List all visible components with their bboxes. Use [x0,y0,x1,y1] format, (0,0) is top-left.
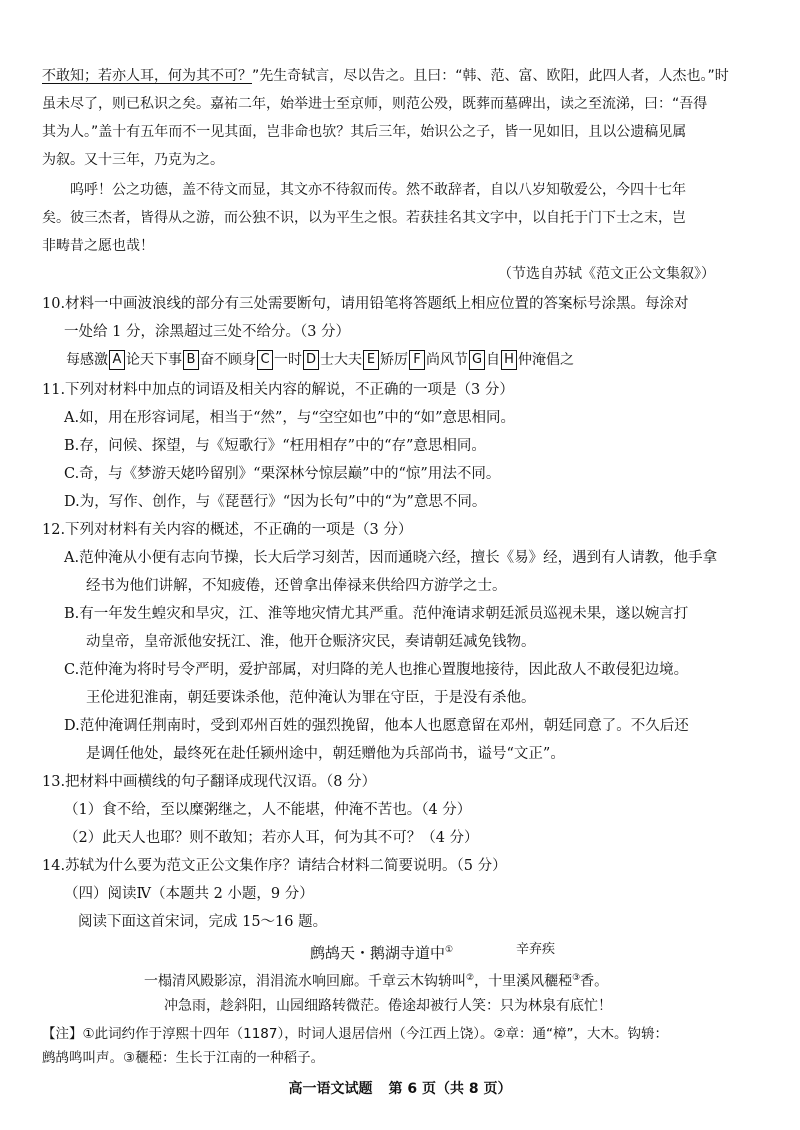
q13-sentence-2: （2）此天人也耶？则不敢知；若亦人耳，何为其不可？（4 分） [64,830,479,846]
break-option-box[interactable]: D [303,350,319,370]
q10-segmented-sentence [66,350,574,370]
passage-line-4: 为叙。又十三年，乃克为之。 [42,152,224,168]
poem-line-2: 冲急雨，趁斜阳，山园细路转微茫。倦途却被行人笑：只为林泉有底忙！ [164,998,612,1014]
q12-option-c-line-1: C.范仲淹为将时号令严明，爱护部属，对归降的羌人也推心置腹地接待，因此敌人不敢侵犯边境。 [64,662,689,678]
footnote-marker: ① [445,945,454,955]
break-option-box[interactable]: G [469,350,485,370]
passage-line-7: 非畴昔之愿也哉！ [42,238,154,254]
q10-stem-line-1: 10.材料一中画波浪线的部分有三处需要断句，请用铅笔将答题纸上相应位置的答案标号涂黑。每涂对 [42,296,689,312]
q12-option-b-line-1: B.有一年发生蝗灾和旱灾，江、淮等地灾情尤其严重。范仲淹请求朝廷派员巡视未果，遂以婉言打 [64,606,689,622]
q13-stem: 13.把材料中画横线的句子翻译成现代汉语。（8 分） [42,774,377,790]
q12-option-b-line-2: 动皇帝，皇帝派他安抚江、淮，他开仓赈济灾民，奏请朝廷减免钱物。 [86,634,536,650]
q11-option-c: C.奇，与《梦游天姥吟留别》“栗深林兮惊层巅”中的“惊”用法不同。 [64,466,501,482]
q11-option-d: D.为，写作、创作，与《琵琶行》“因为长句”中的“为”意思不同。 [64,494,487,510]
break-option-box[interactable]: B [183,350,199,370]
q14-stem: 14.苏轼为什么要为范文正公文集作序？请结合材料二简要说明。（5 分） [42,858,507,874]
q13-sentence-1: （1）食不给，至以糜粥继之，人不能堪，仲淹不苦也。（4 分） [64,802,472,818]
passage-line-3: 其为人。”盖十有五年而不一见其面，岂非命也欤？其后三年，始识公之子，皆一见如旧，且以公遗稿见属 [42,124,687,140]
q12-option-d-line-2: 是调任他处，最终死在赴任颍州途中，朝廷赠他为兵部尚书，谥号“文正”。 [86,746,565,762]
segment: 一时 [274,352,302,368]
poem-title-text: 鹧鸪天・鹅湖寺道中 [310,944,446,962]
poem-line-1-c: 香。 [580,973,609,990]
segment: 每感激 [66,352,108,368]
segment: 尚风节 [426,352,468,368]
poem-line-1-b: ，十里溪风穲稏 [474,973,573,990]
page-footer [0,1078,800,1098]
notes-line-2: 鹧鸪鸣叫声。③穲稏：生长于江南的一种稻子。 [42,1050,325,1066]
q11-stem: 11.下列对材料中加点的词语及相关内容的解说，不正确的一项是（3 分） [42,382,514,398]
passage-line-6: 矣。彼三杰者，皆得从之游，而公独不识，以为平生之恨。若获挂名其文字中，以自托于门下士之末，岂 [42,210,686,226]
poem-line-1 [144,968,608,992]
passage-source: （节选自苏轼《范文正公文集叙》） [498,266,715,282]
q12-option-c-line-2: 王伦进犯淮南，朝廷要诛杀他，范仲淹认为罪在守臣，于是没有杀他。 [86,690,536,706]
segment: 奋不顾身 [200,352,256,368]
underlined-sentence: 不敢知；若亦人耳，何为其不可？ [42,68,252,84]
q12-option-a-line-1: A.范仲淹从小便有志向节操，长大后学习刻苦，因而通晓六经，擅长《易》经，遇到有人请教，他手拿 [64,550,718,566]
segment: 论天下事 [126,352,182,368]
footnote-marker: ③ [572,973,581,983]
break-option-box[interactable]: H [501,350,517,370]
poem-author: 辛弃疾 [516,942,556,957]
segment: 仲淹倡之 [518,352,574,368]
passage-line-2: 虽未尽了，则已私识之矣。嘉祐二年，始举进士至京师，则范公殁，既葬而墓碑出，读之至流涕，曰：“吾得 [42,96,708,112]
poem-line-1-a: 一榻清风殿影凉，涓涓流水响回廊。千章云木钩辀叫 [144,973,466,990]
notes-line-1: 【注】①此词约作于淳熙十四年（1187），时词人退居信州（今江西上饶）。②章：通“樟”，大木。钩辀： [42,1026,669,1042]
footer-page-number: 第 6 页（共 8 页） [388,1081,512,1097]
q11-option-b: B.存，问候、探望，与《短歌行》“枉用相存”中的“存”意思相同。 [64,438,486,454]
break-option-box[interactable]: A [109,350,125,370]
section-4-intro: 阅读下面这首宋词，完成 15～16 题。 [78,914,328,930]
footer-subject: 高一语文试题 [288,1081,373,1097]
segment: 矫厉 [380,352,408,368]
segment: 士大夫 [320,352,362,368]
q11-option-a: A.如，用在形容词尾，相当于“然”，与“空空如也”中的“如”意思相同。 [64,410,516,426]
section-4-title: （四）阅读Ⅳ（本题共 2 小题，9 分） [64,886,314,902]
q10-stem-line-2: 一处给 1 分，涂黑超过三处不给分。（3 分） [64,324,351,340]
q12-option-a-line-2: 经书为他们讲解，不知疲倦，还曾拿出俸禄来供给四方游学之士。 [86,578,507,594]
segment: 自 [486,352,500,368]
passage-line-5: 呜呼！公之功德，盖不待文而显，其文亦不待叙而传。然不敢辞者，自以八岁知敬爱公，今四十七年 [70,182,686,198]
break-option-box[interactable]: E [363,350,379,370]
passage-line-1-rest: ”先生奇轼言，尽以告之。且曰：“韩、范、富、欧阳，此四人者，人杰也。”时 [252,68,729,84]
poem-title [310,940,453,963]
footnote-marker: ② [466,973,475,983]
passage-line-1 [42,66,729,86]
q12-option-d-line-1: D.范仲淹调任荆南时，受到邓州百姓的强烈挽留，他本人也愿意留在邓州，朝廷同意了。不久后还 [64,718,689,734]
break-option-box[interactable]: C [257,350,273,370]
break-option-box[interactable]: F [409,350,425,370]
q12-stem: 12.下列对材料有关内容的概述，不正确的一项是（3 分） [42,522,413,538]
